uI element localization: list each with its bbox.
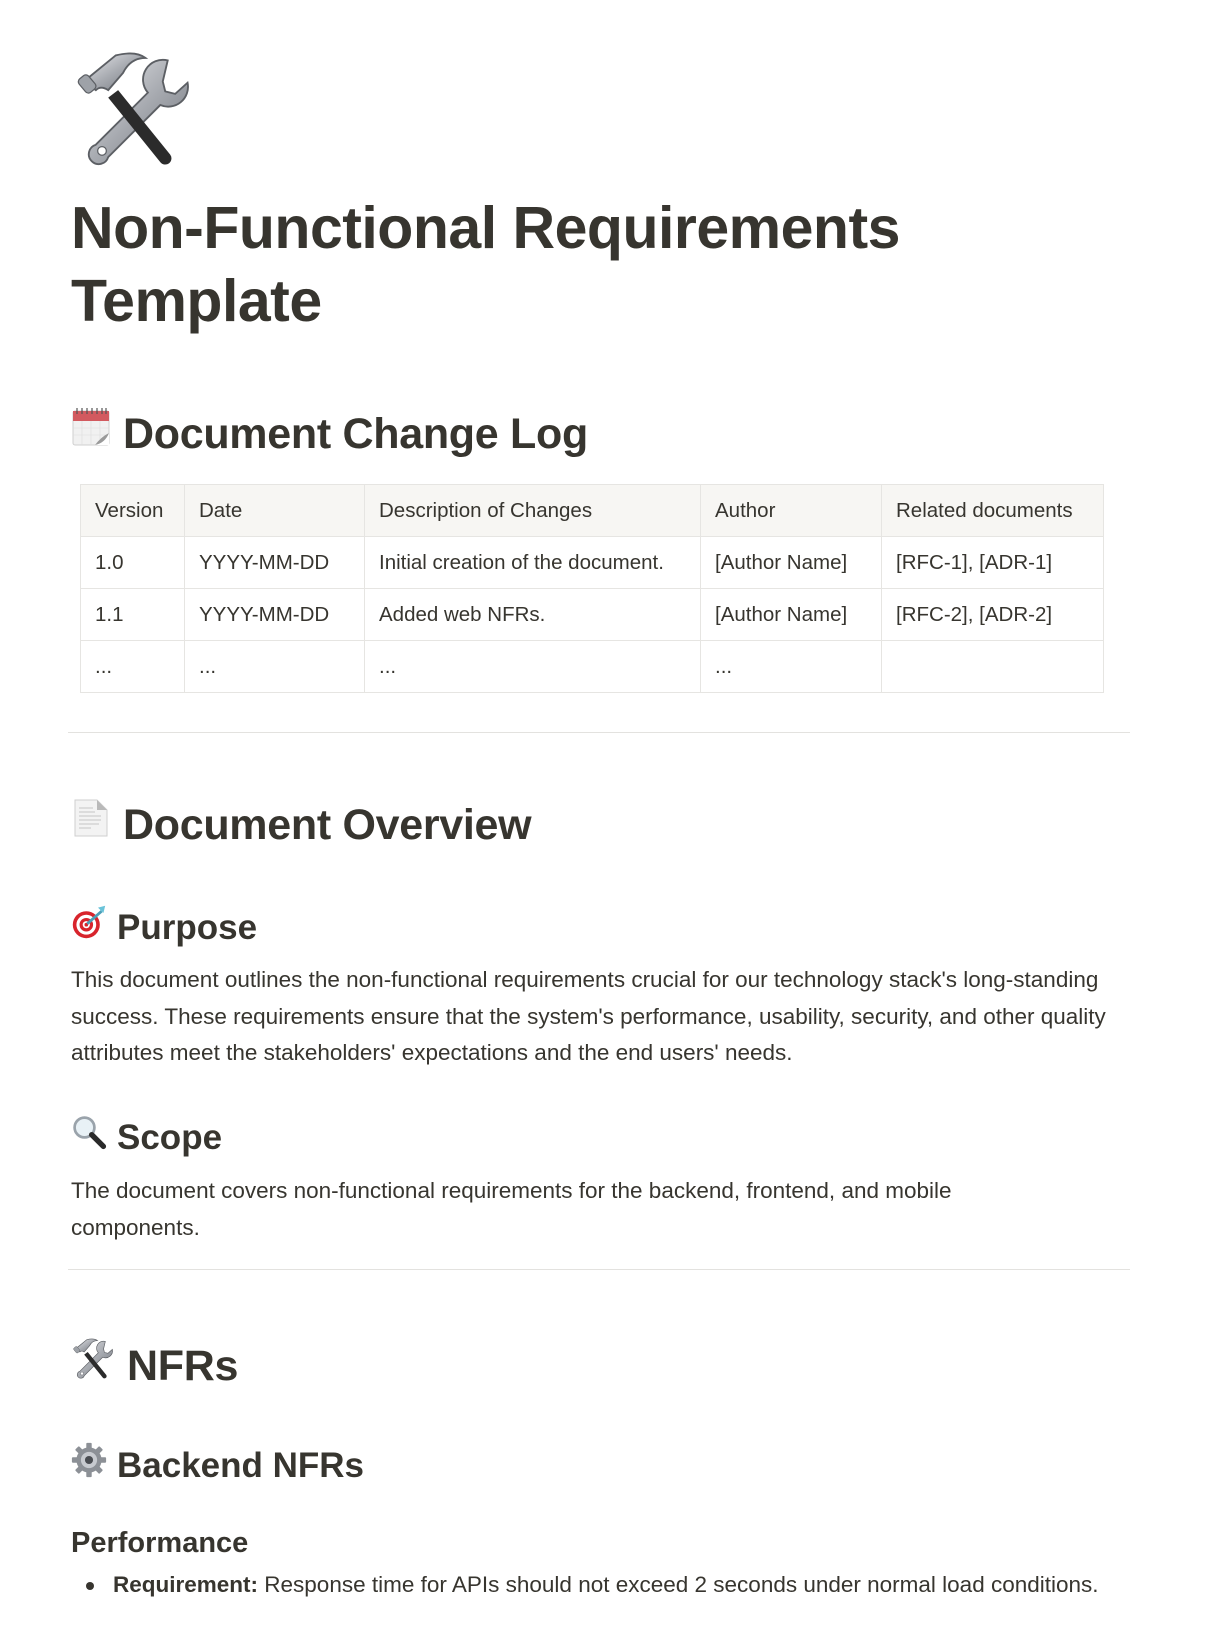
heading-text: Document Overview bbox=[123, 801, 532, 849]
heading-scope bbox=[71, 1114, 222, 1161]
requirement-text: Response time for APIs should not exceed 2 seconds under normal load conditions. bbox=[258, 1572, 1099, 1597]
page-facing-up-icon bbox=[71, 796, 111, 854]
table-row bbox=[81, 589, 1104, 641]
column-header-version[interactable]: Version bbox=[81, 485, 185, 537]
column-header-related-documents[interactable]: Related documents bbox=[882, 485, 1104, 537]
heading-text: Scope bbox=[117, 1117, 223, 1157]
column-header-date[interactable]: Date bbox=[185, 485, 365, 537]
divider bbox=[68, 1269, 1130, 1270]
cell-date[interactable]: ... bbox=[185, 641, 365, 693]
hammer-and-wrench-icon bbox=[71, 1336, 115, 1396]
column-header-author[interactable]: Author bbox=[701, 485, 882, 537]
cell-date[interactable]: YYYY-MM-DD bbox=[185, 537, 365, 589]
cell-version[interactable]: 1.1 bbox=[81, 589, 185, 641]
bullet-icon bbox=[86, 1582, 94, 1590]
cell-related-documents[interactable]: [RFC-1], [ADR-1] bbox=[882, 537, 1104, 589]
heading-performance: Performance bbox=[71, 1527, 249, 1559]
requirement-label: Requirement: bbox=[113, 1572, 259, 1597]
heading-document-change-log bbox=[71, 405, 588, 463]
heading-text: NFRs bbox=[127, 1342, 239, 1390]
cell-description[interactable]: Added web NFRs. bbox=[365, 589, 701, 641]
cell-author[interactable]: [Author Name] bbox=[701, 537, 882, 589]
gear-icon bbox=[71, 1442, 107, 1489]
scope-paragraph: The document covers non-functional requirements for the backend, frontend, and mobile components. bbox=[71, 1178, 952, 1240]
performance-requirements-list bbox=[71, 1567, 1136, 1604]
cell-version[interactable]: ... bbox=[81, 641, 185, 693]
direct-hit-icon bbox=[71, 904, 107, 951]
list-item bbox=[71, 1567, 1136, 1604]
hammer-and-wrench-icon bbox=[71, 48, 195, 172]
heading-document-overview bbox=[71, 796, 531, 854]
cell-related-documents[interactable]: [RFC-2], [ADR-2] bbox=[882, 589, 1104, 641]
calendar-icon bbox=[71, 405, 111, 463]
table-header-row bbox=[81, 485, 1104, 537]
divider bbox=[68, 732, 1130, 733]
heading-purpose bbox=[71, 904, 257, 951]
purpose-paragraph: This document outlines the non-functional requirements crucial for our technology stack's long-standing success. These requirements ensure that the system's performance, usability, security, and other quality attributes meet the stakeholders' expectations and the end users' needs. bbox=[71, 967, 1106, 1065]
change-log-table bbox=[80, 484, 1104, 693]
heading-nfrs bbox=[71, 1336, 238, 1396]
table-row bbox=[81, 641, 1104, 693]
heading-backend-nfrs bbox=[71, 1442, 364, 1489]
magnifying-glass-icon bbox=[71, 1114, 107, 1161]
page-title[interactable]: Non-Functional Requirements Template bbox=[71, 195, 900, 334]
cell-description[interactable]: Initial creation of the document. bbox=[365, 537, 701, 589]
heading-text: Purpose bbox=[117, 907, 258, 947]
heading-text: Backend NFRs bbox=[117, 1445, 365, 1485]
page-icon-hammer-and-wrench[interactable] bbox=[71, 48, 195, 172]
cell-author[interactable]: ... bbox=[701, 641, 882, 693]
heading-text: Document Change Log bbox=[123, 410, 588, 458]
table-row bbox=[81, 537, 1104, 589]
cell-related-documents[interactable] bbox=[882, 641, 1104, 693]
column-header-description[interactable]: Description of Changes bbox=[365, 485, 701, 537]
cell-description[interactable]: ... bbox=[365, 641, 701, 693]
cell-date[interactable]: YYYY-MM-DD bbox=[185, 589, 365, 641]
cell-version[interactable]: 1.0 bbox=[81, 537, 185, 589]
cell-author[interactable]: [Author Name] bbox=[701, 589, 882, 641]
